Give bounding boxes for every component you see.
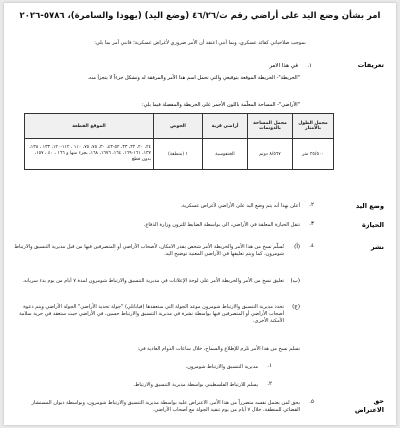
location-cell: ٢٤، ٢٠، ٣٢، ٣٣، ٥٢-٤٣، ٣٠، ٧٥، ٧٥، ١١٠ ، ١١٢-١٢٠، ١٣٣ ، ١٣٨، ١٣٧، ١٦١-١٦٩، ١٦٤، ١٦٧٦، ١٦٨، بجزء منها و ١٦٦ ، ٤٠ ، ١٥٧، بدون قطع (25, 139, 154, 170)
possession-label: الحيازة (361, 221, 384, 229)
village-cell: الخنفوسية (203, 139, 248, 170)
copies-item-1-number: ١. (267, 363, 272, 369)
table-row (25, 139, 334, 170)
seizure-text: أعلن بهذا أنه يتم وضع اليد على الأراضي لأغراض عسكرية. (180, 203, 300, 209)
publication-a-letter: (أ) (294, 244, 300, 250)
copies-intro: تسلم نسخ من هذا الأمر تلزم للإطلاع والسماح، خلال ساعات الدوام العادية في: (137, 346, 300, 352)
area-cell: ٨/٥٦٧ دونم (248, 139, 293, 170)
publication-label: نشر (370, 243, 384, 251)
table-header-row (25, 114, 334, 139)
page-title: امر بشأن وضع اليد على أراضي رقم ت/٤٦/٢٦ (وضع اليد) (يهودا والسامرة)، ٥٧٨٦-٢٠٢٦ (19, 11, 381, 21)
objection-number: ٥. (309, 399, 314, 405)
possession-number: ٣. (309, 221, 314, 227)
length-cell: ٢٥/٥٠٠ متر (293, 139, 334, 170)
document-page (4, 3, 396, 425)
copies-item-2: يسلم للارتباط الفلسطيني بواسطة مديرية التنسيق والارتباط. (133, 382, 258, 388)
definitions-intro: في هذا الامر (269, 63, 298, 69)
land-parcels-table (24, 113, 334, 170)
definitions-number: ١. (307, 63, 312, 69)
publication-c-letter: (ج) (292, 304, 300, 310)
map-definition: "الخريطة"- الخريطة الموقعة بتوقيعي والتي تحمل اسم هذا الأمر والمرفقة له وتشكل جزءاً لا يتجزأ منه. (87, 75, 300, 81)
column-header: مجمل المساحة بالدونمات (248, 114, 293, 139)
definitions-label: تعريفات (357, 61, 384, 69)
land-definition: "الأراضي"- المساحة المعلّمة باللون الأحمر على الخريطة والمفصلة فيما يلي: (141, 102, 300, 108)
seizure-label: وضع اليد (355, 202, 384, 210)
column-header: أراضي قرية (203, 114, 248, 139)
objection-label: حق الاعتراض (354, 397, 384, 415)
column-header: الحوض (154, 114, 203, 139)
publication-number: ٤. (309, 243, 314, 249)
publication-a-text: تُسلّم نسخ من هذا الأمر والخريطة الأمر شخص بقدر الامكان، لأصحاب الأراضي أو المتصرفين فيها من قبل مديرية التنسيق والارتباط شومرون، كما ويتم تعليقها في الأراضي المعنية توضيح اليد. (14, 244, 284, 257)
objection-text: يحق لمن يعتمل نفسه متضرراً من هذا الأمر، الاعتراض عليه بواسطة مديرية التنسيق والارتباط شومرون، وبواسطة ديوان المستشار القضائي للمنطقة، خلال ٧ أيام من يوم تنفيذ الجولة مع أصحاب الأراضي. (31, 400, 300, 413)
copies-item-1: مديرية التنسيق والارتباط شومرون. (185, 364, 258, 370)
basin-cell: ١ (منطقة) (154, 139, 203, 170)
possession-text: تنقل الحيازة المعلقة في الأراضي، الى بواسطة الضابط للترون وزارة الدفاع. (143, 222, 300, 228)
copies-item-2-number: ٢. (267, 381, 272, 387)
publication-c-text: تحدد مديرية التنسيق والارتباط شومرون موعد الجولة التي ستعقدها (قيابانلي) "جولة تحديد الأراضي" الجولة الأراضي ويتم دعوة أصحاب الأراضي أو المتصرفين فيها بواسطة نشرة في مديرية التنسيق والارتباط حسين، في الأراضي حيث ستعقد في حرية سلامة الأمكنة الأخرى. (19, 304, 284, 324)
preamble: بموجب صلاحياتي كقائد عسكري، وبما أنني اعتقد أن الأمر ضروري لأغراض عسكرية؛ فانني آمر بما يلي: (94, 40, 306, 46)
seizure-number: ٢. (309, 202, 314, 208)
column-header: مجمل الطول بالأمتار (293, 114, 334, 139)
publication-b-text: تعليق نسخ من الأمر والخريطة الأمر على لوحة الإعلانات في مديرية التنسيق والارتباط شومرون لمدة ٧ أيام من يوم بدء سريانه. (22, 278, 284, 284)
publication-b-letter: (ب) (290, 278, 300, 284)
column-header: الموقع القطعة (25, 114, 154, 139)
